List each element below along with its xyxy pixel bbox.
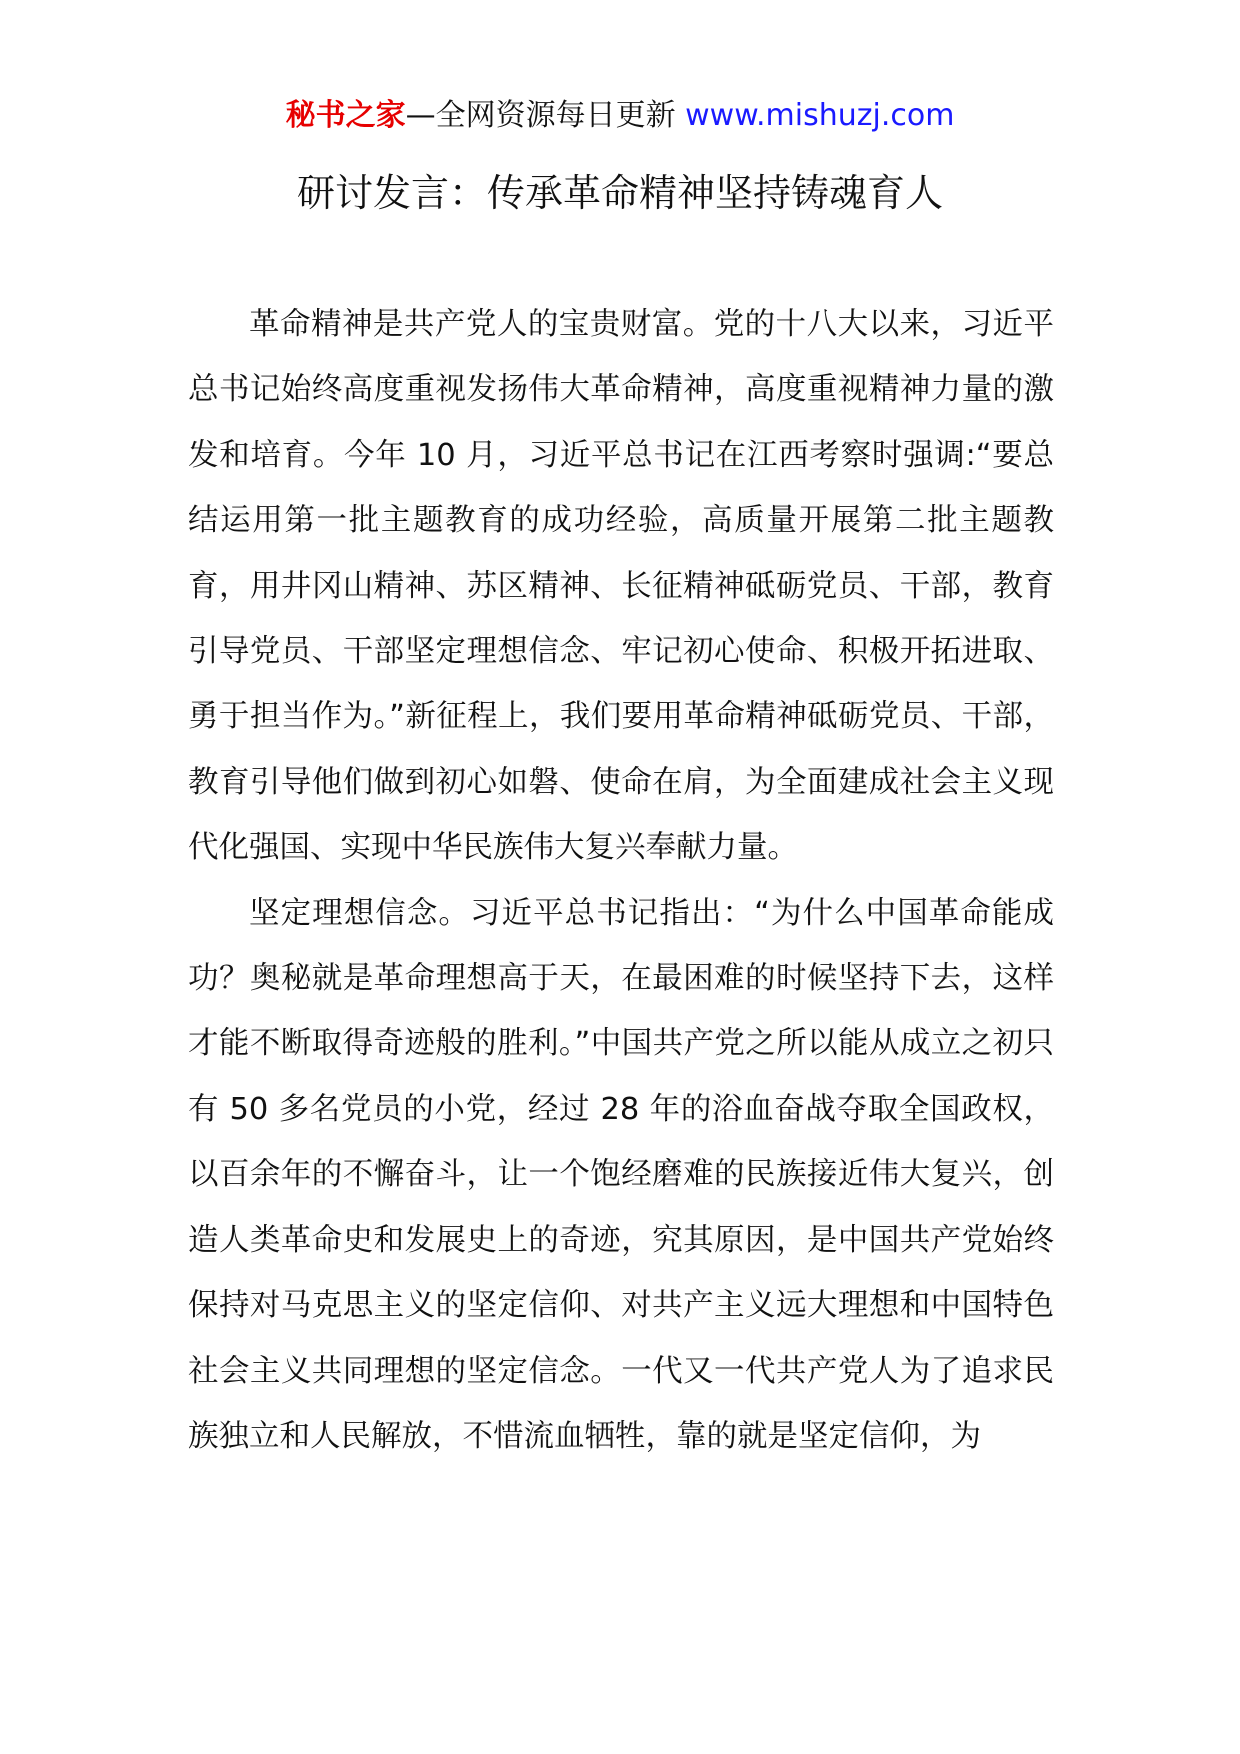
site-header — [0, 96, 1240, 136]
paragraph: 革命精神是共产党人的宝贵财富。党的十八大以来，习近平总书记始终高度重视发扬伟大革命精神，高度重视精神力量的激发和培育。今年 10 月，习近平总书记在江西考察时强调:“要总结运用第一批主题教育的成功经验，高质量开展第二批主题教育，用井冈山精神、苏区精神、长征精神砥砺党员、干部，教育引导党员、干部坚定理想信念、牢记初心使命、积极开拓进取、勇于担当作为。”新征程上，我们要用革命精神砥砺党员、干部，教育引导他们做到初心如磐、使命在肩，为全面建成社会主义现代化强国、实现中华民族伟大复兴奉献力量。 — [188, 307, 1054, 866]
site-url-link[interactable]: www.mishuzj.com — [685, 98, 955, 133]
site-brand: 秘书之家 — [285, 98, 406, 133]
paragraph: 坚定理想信念。习近平总书记指出：“为什么中国革命能成功？奥秘就是革命理想高于天，在最困难的时候坚持下去，这样才能不断取得奇迹般的胜利。”中国共产党之所以能从成立之初只有 50 多名党员的小党，经过 28 年的浴血奋战夺取全国政权，以百余年的不懈奋斗，让一个饱经磨难的民族接近伟大复兴，创造人类革命史和发展史上的奇迹，究其原因，是中国共产党始终保持对马克思主义的坚定信仰、对共产主义远大理想和中国特色社会主义共同理想的坚定信念。一代又一代共产党人为了追求民族独立和人民解放，不惜流血牺牲，靠的就是坚定信仰，为 — [188, 895, 1054, 1454]
site-tagline: —全网资源每日更新 — [405, 98, 676, 133]
document-body — [188, 292, 1054, 1469]
document-title: 研讨发言：传承革命精神坚持铸魂育人 — [296, 171, 943, 215]
